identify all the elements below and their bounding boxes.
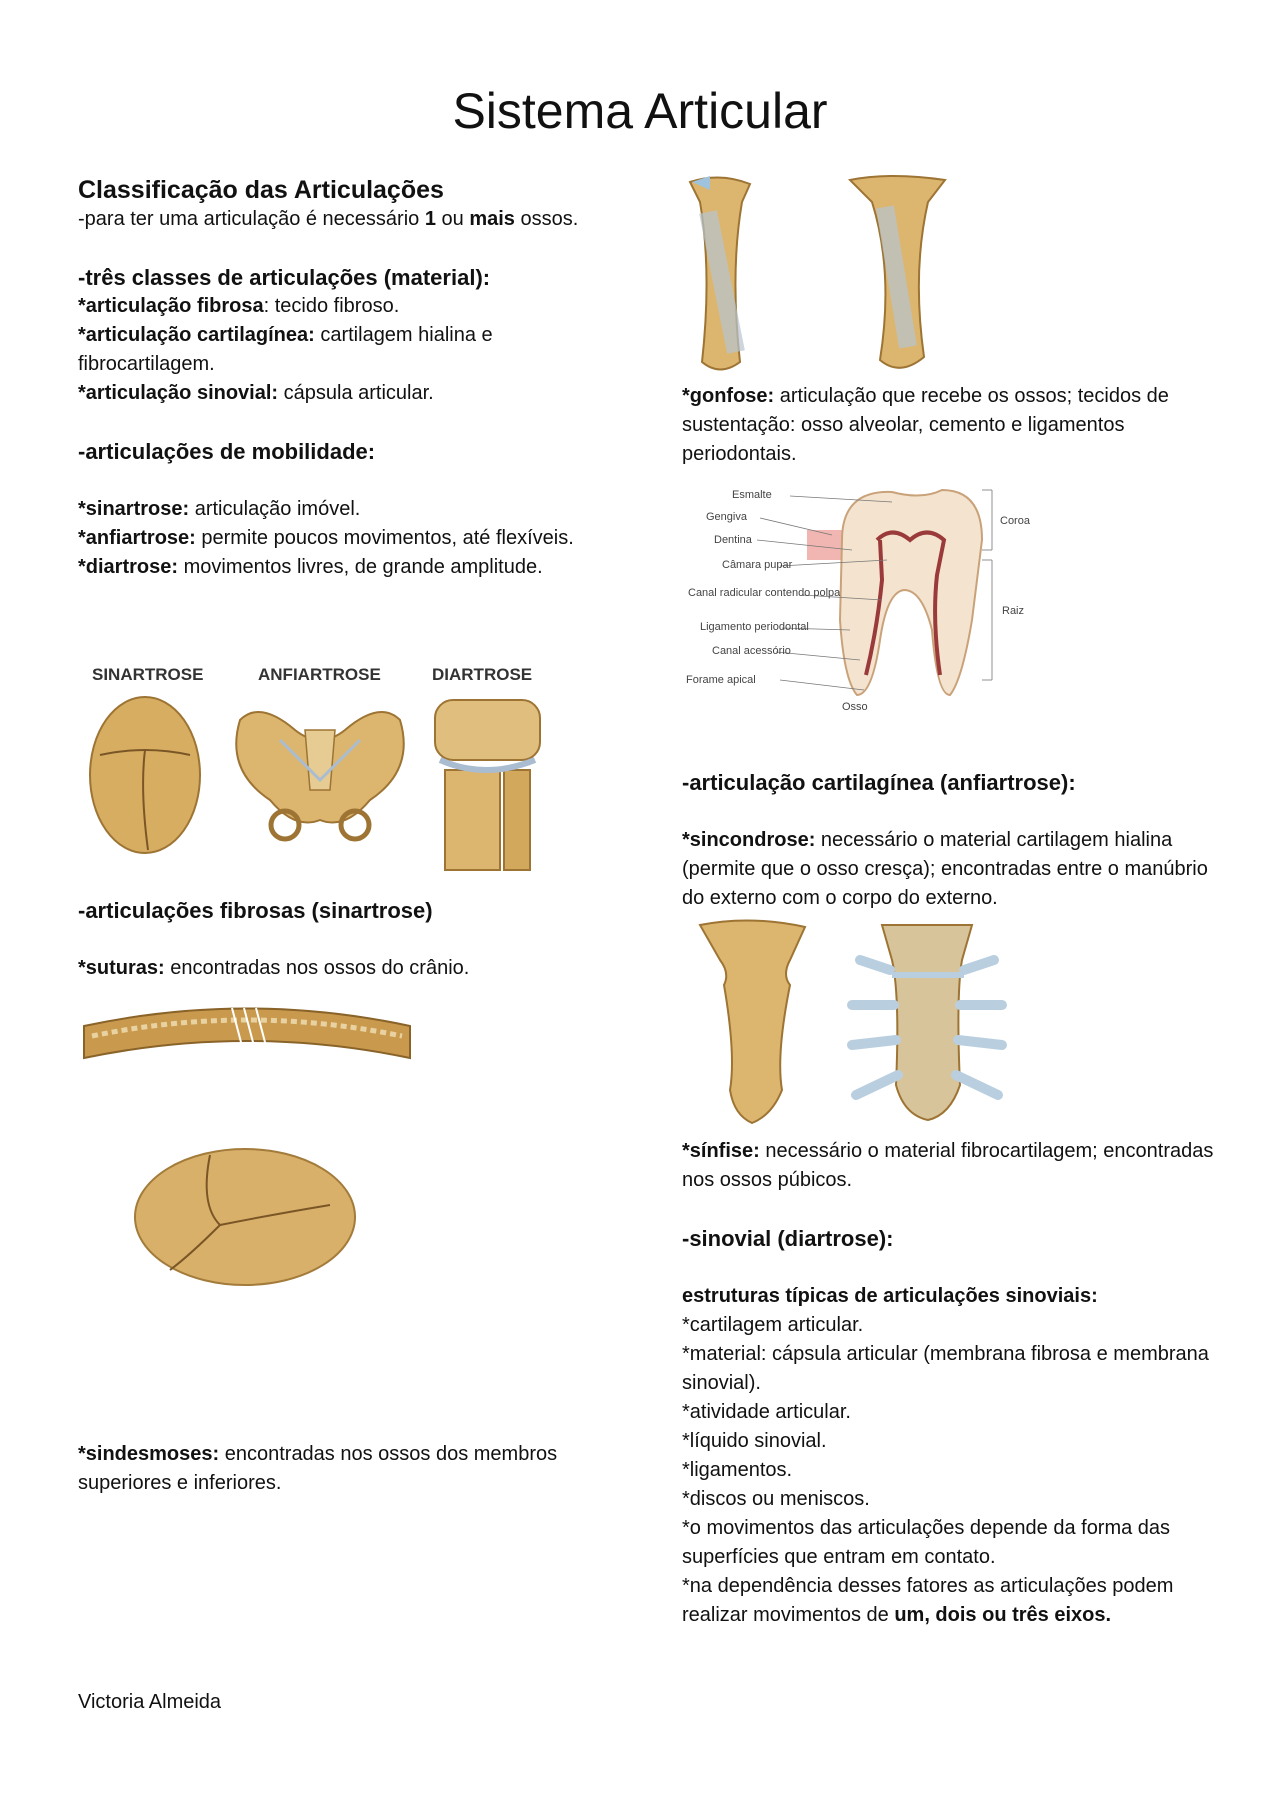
cartilaginous-section: [682, 768, 1222, 913]
mobility-item: [78, 553, 618, 582]
synovial-last-text: *na dependência desses fatores as articulações podem realizar movimentos de: [682, 1575, 1174, 1626]
classes-term: *articulação fibrosa: [78, 295, 264, 317]
synovial-last-emphasis: um, dois ou três eixos.: [894, 1604, 1112, 1626]
tooth-diagram: [682, 480, 1062, 720]
long-bones-illustration: [680, 172, 970, 382]
sutures-item: [78, 954, 618, 983]
sternum-illustration: [690, 915, 1020, 1130]
mobility-item: [78, 495, 618, 524]
synovial-item: *discos ou meniscos.: [682, 1488, 870, 1510]
tooth-label-canal-acessorio: Canal acessório: [712, 645, 791, 657]
intro-text-a: -para ter uma articulação é necessário: [78, 208, 425, 230]
classes-heading: -três classes de articulações (material):: [78, 265, 491, 290]
figure-label-anfiartrose: ANFIARTROSE: [258, 665, 381, 684]
synovial-item: *líquido sinovial.: [682, 1430, 827, 1452]
synovial-item-last: [682, 1572, 1222, 1630]
synchondrosis-term: *sincondrose:: [682, 829, 816, 851]
synovial-subheading: estruturas típicas de articulações sinoviais:: [682, 1285, 1098, 1307]
intro-text-d: mais: [469, 208, 515, 230]
mobility-term: *sinartrose:: [78, 498, 190, 520]
skull-sutures-illustration: [130, 1145, 360, 1290]
mobility-item: [78, 524, 618, 553]
figure-label-sinartrose: SINARTROSE: [92, 665, 204, 684]
classes-term: *articulação cartilagínea:: [78, 324, 315, 346]
tooth-label-dentina: Dentina: [714, 534, 752, 546]
synovial-item: *cartilagem articular.: [682, 1314, 864, 1336]
intro-text-c: ou: [435, 208, 470, 230]
synchondrosis-text: necessário o material cartilagem hialina (permite que o osso cresça); encontradas entre o manúbrio do externo com o corpo do externo.: [682, 829, 1208, 909]
sutures-term: *suturas:: [78, 957, 165, 979]
tooth-label-gengiva: Gengiva: [706, 511, 747, 523]
radius-ulna-illustration: [690, 176, 750, 370]
symphysis-section: [682, 1137, 1222, 1630]
tooth-label-canal-radicular: Canal radicular contendo polpa: [688, 587, 841, 599]
symphysis-text: necessário o material fibrocartilagem; encontradas nos ossos púbicos.: [682, 1140, 1214, 1191]
knee-joint-illustration: [435, 700, 540, 870]
mobility-heading: -articulações de mobilidade:: [78, 439, 376, 464]
symphysis-term: *sínfise:: [682, 1140, 760, 1162]
tooth-label-raiz: Raiz: [1002, 605, 1025, 617]
pelvis-illustration: [236, 712, 404, 839]
tooth-illustration: [840, 490, 982, 695]
classes-text: cápsula articular.: [278, 382, 434, 404]
tooth-label-ligamento: Ligamento periodontal: [700, 621, 809, 633]
section-heading-classification: Classificação das Articulações: [78, 176, 444, 204]
gomphosis-section: [682, 382, 1222, 469]
mobility-text: articulação imóvel.: [189, 498, 361, 520]
intro-text-b: 1: [424, 208, 436, 230]
tooth-label-forame: Forame apical: [686, 674, 756, 686]
mobility-figure: [80, 660, 550, 875]
syndesmoses-text: encontradas nos ossos dos membros superiores e inferiores.: [78, 1443, 558, 1494]
gomphosis-item: [682, 382, 1222, 469]
gomphosis-text: articulação que recebe os ossos; tecidos de sustentação: osso alveolar, cemento e ligamentos periodontais.: [682, 385, 1169, 465]
gomphosis-term: *gonfose:: [682, 385, 775, 407]
tooth-label-esmalte: Esmalte: [732, 489, 772, 501]
symphysis-item: [682, 1137, 1222, 1195]
synovial-item: *atividade articular.: [682, 1401, 851, 1423]
classes-item: [78, 379, 618, 408]
synovial-item: *material: cápsula articular (membrana fibrosa e membrana sinovial).: [682, 1343, 1209, 1394]
syndesmoses-term: *sindesmoses:: [78, 1443, 220, 1465]
sternum-section-illustration: [852, 925, 1002, 1120]
suture-cross-section-illustration: [82, 996, 412, 1066]
classes-item: [78, 321, 618, 379]
page-title: Sistema Articular: [452, 83, 828, 139]
tooth-label-osso: Osso: [842, 701, 868, 713]
figure-label-diartrose: DIARTROSE: [432, 665, 533, 684]
left-column: [78, 176, 618, 582]
fibrous-section: [78, 896, 618, 983]
mobility-term: *diartrose:: [78, 556, 179, 578]
cartilaginous-heading: -articulação cartilagínea (anfiartrose):: [682, 770, 1076, 795]
mobility-term: *anfiartrose:: [78, 527, 196, 549]
skull-top-illustration: [90, 697, 200, 853]
syndesmoses-section: [78, 1440, 618, 1498]
mobility-text: permite poucos movimentos, até flexíveis.: [195, 527, 574, 549]
classes-term: *articulação sinovial:: [78, 382, 279, 404]
synovial-item: *o movimentos das articulações depende da forma das superfícies que entram em contato.: [682, 1517, 1171, 1568]
footer-author: Victoria Almeida: [78, 1691, 222, 1713]
synchondrosis-item: [682, 826, 1222, 913]
sternum-bone-illustration: [700, 920, 805, 1123]
tibia-fibula-illustration: [850, 176, 945, 368]
tooth-label-coroa: Coroa: [1000, 515, 1030, 527]
synovial-heading: -sinovial (diartrose):: [682, 1226, 894, 1251]
classes-text: : tecido fibroso.: [263, 295, 400, 317]
synovial-item: *ligamentos.: [682, 1459, 793, 1481]
classes-text: cartilagem hialina e fibrocartilagem.: [78, 324, 493, 375]
sutures-text: encontradas nos ossos do crânio.: [164, 957, 470, 979]
fibrous-heading: -articulações fibrosas (sinartrose): [78, 898, 433, 923]
tooth-label-camara: Câmara pupar: [722, 559, 793, 571]
classes-item: [78, 292, 618, 321]
mobility-text: movimentos livres, de grande amplitude.: [178, 556, 543, 578]
intro-text-e: ossos.: [514, 208, 579, 230]
intro-paragraph: [78, 205, 618, 234]
syndesmoses-item: [78, 1440, 618, 1498]
